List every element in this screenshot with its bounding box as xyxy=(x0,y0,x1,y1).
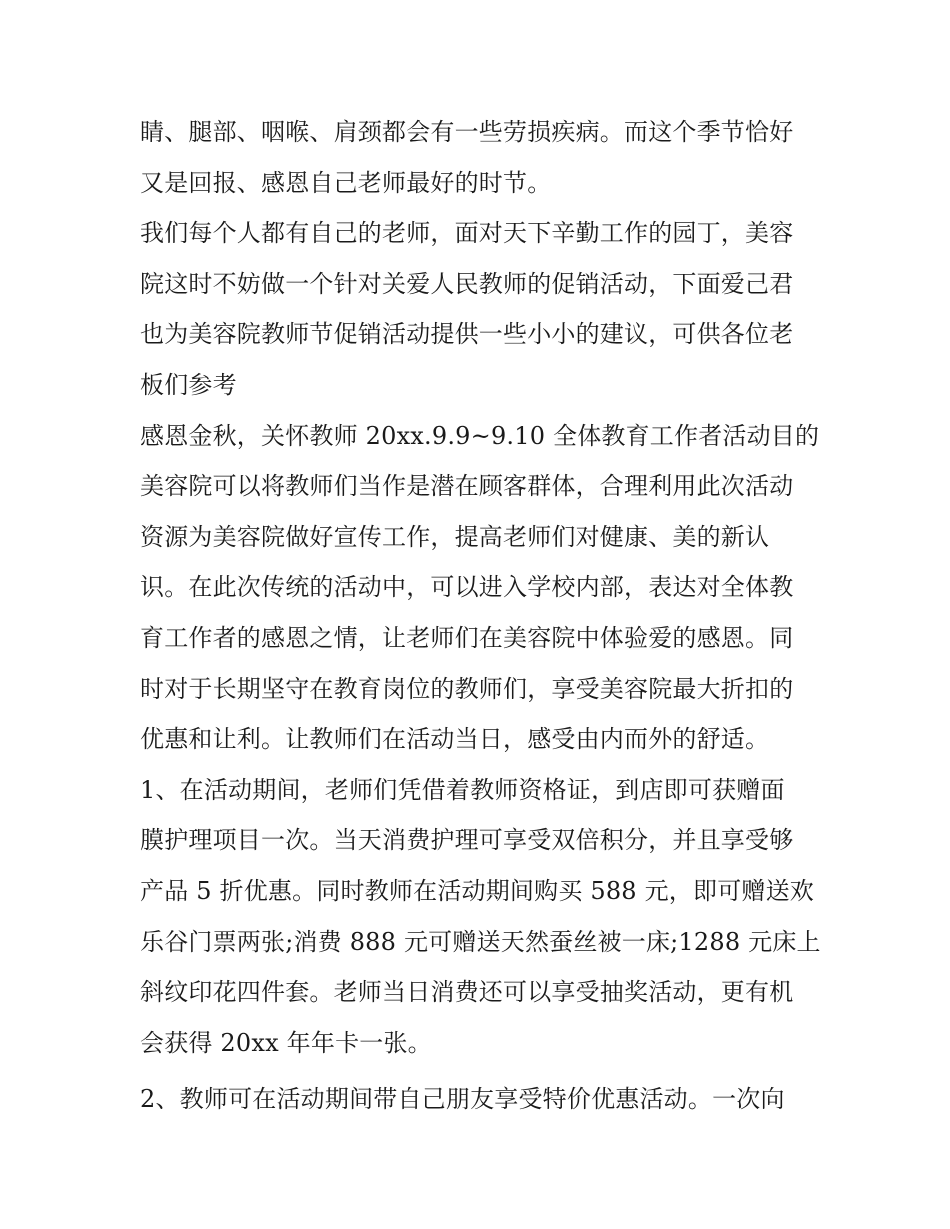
text-line: 感恩金秋，关怀教师 20xx.9.9~9.10 全体教育工作者活动目的 xyxy=(140,421,820,450)
text-line: 板们参考 xyxy=(140,370,237,399)
text-line: 会获得 20xx 年年卡一张。 xyxy=(140,1028,432,1057)
text-line: 也为美容院教师节促销活动提供一些小小的建议，可供各位老 xyxy=(140,320,794,349)
text-line: 斜纹印花四件套。老师当日消费还可以享受抽奖活动，更有机 xyxy=(140,978,794,1007)
text-line: 乐谷门票两张;消费 888 元可赠送天然蚕丝被一床;1288 元床上 xyxy=(140,927,821,956)
document-body xyxy=(140,107,820,1125)
text-line: 2、教师可在活动期间带自己朋友享受特价优惠活动。一次向 xyxy=(140,1085,785,1114)
text-line: 院这时不妨做一个针对关爱人民教师的促销活动，下面爱己君 xyxy=(140,269,794,298)
text-line: 时对于长期坚守在教育岗位的教师们，享受美容院最大折扣的 xyxy=(140,674,794,703)
text-line: 膜护理项目一次。当天消费护理可享受双倍积分，并且享受够 xyxy=(140,826,794,855)
text-line: 识。在此次传统的活动中，可以进入学校内部，表达对全体教 xyxy=(140,573,794,602)
text-line: 睛、腿部、咽喉、肩颈都会有一些劳损疾病。而这个季节恰好 xyxy=(140,118,794,146)
text-line: 美容院可以将教师们当作是潜在顾客群体，合理利用此次活动 xyxy=(140,472,794,501)
text-line: 产品 5 折优惠。同时教师在活动期间购买 588 元，即可赠送欢 xyxy=(140,876,814,905)
text-line: 又是回报、感恩自己老师最好的时节。 xyxy=(140,168,552,197)
text-line: 优惠和让利。让教师们在活动当日，感受由内而外的舒适。 xyxy=(140,725,770,754)
text-line: 育工作者的感恩之情，让老师们在美容院中体验爱的感恩。同 xyxy=(140,623,794,652)
text-line: 资源为美容院做好宣传工作，提高老师们对健康、美的新认 xyxy=(140,522,770,551)
text-line: 我们每个人都有自己的老师，面对天下辛勤工作的园丁，美容 xyxy=(140,219,794,248)
text-line: 1、在活动期间，老师们凭借着教师资格证，到店即可获赠面 xyxy=(140,775,785,804)
